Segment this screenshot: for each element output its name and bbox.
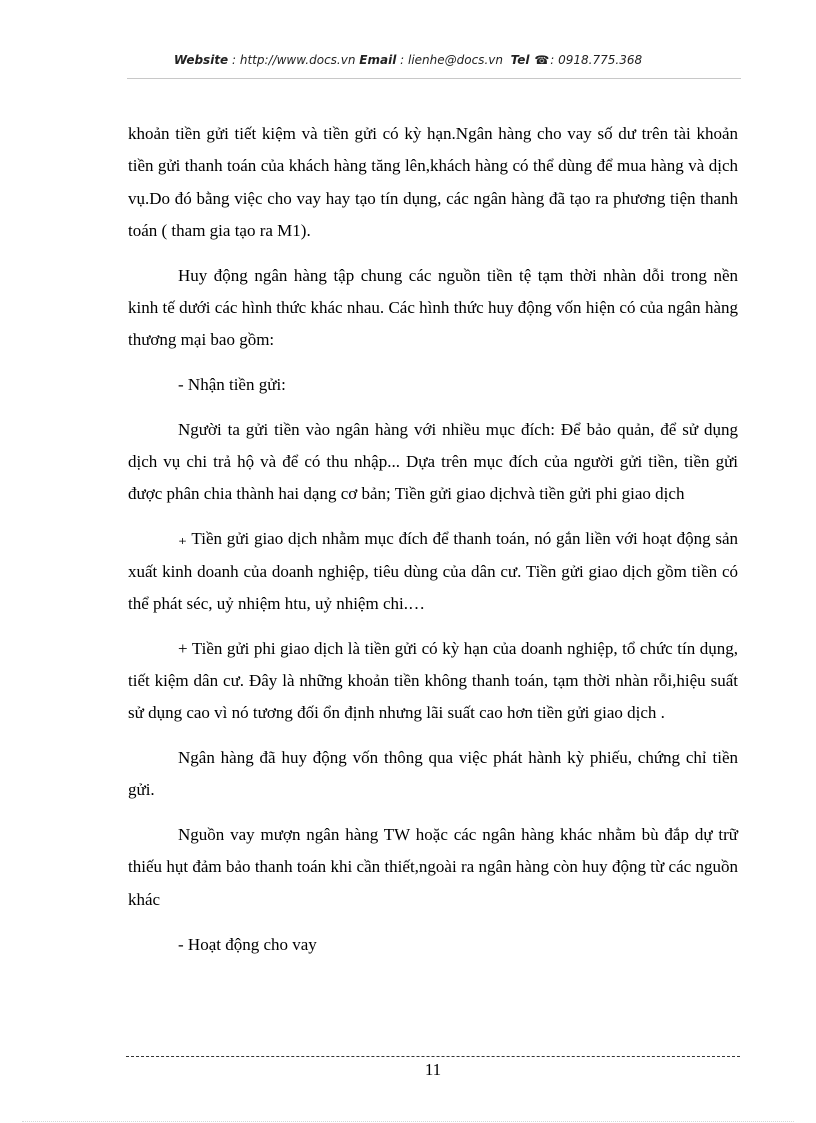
- tel-separator: :: [550, 53, 559, 67]
- paragraph: - Hoạt động cho vay: [178, 934, 317, 954]
- tel-label: Tel: [510, 53, 530, 67]
- paragraph: Nguồn vay mượn ngân hàng TW hoặc các ngân hàng khác nhằm bù đắp dự trữ thiếu hụt đảm bảo thanh toán khi cần thiết,ngoài ra ngân hàng còn huy động từ các nguồn khác: [128, 825, 738, 909]
- page-number: 11: [424, 1060, 442, 1079]
- email-separator: :: [396, 53, 408, 67]
- footer-divider: [126, 1056, 740, 1057]
- paragraph: - Nhận tiền gửi:: [178, 375, 286, 395]
- document-body: [128, 118, 738, 973]
- page-header: [0, 53, 816, 67]
- email-address[interactable]: lienhe@docs.vn: [407, 53, 503, 67]
- paragraph: khoản tiền gửi tiết kiệm và tiền gửi có kỳ hạn.Ngân hàng cho vay số dư trên tài khoản tiền gửi thanh toán của khách hàng tăng lên,khách hàng có thể dùng để mua hàng và dịch vụ.Do đó bằng việc cho vay hay tạo tín dụng, các ngân hàng đã tạo ra phương tiện thanh toán ( tham gia tạo ra M1).: [128, 124, 738, 240]
- paragraph: Người ta gửi tiền vào ngân hàng với nhiều mục đích: Để bảo quản, để sử dụng dịch vụ chi trả hộ và để có thu nhập... Dựa trên mục đích của người gửi tiền, tiền gửi được phân chia thành hai dạng cơ bản; Tiền gửi giao dịchvà tiền gửi phi giao dịch: [128, 419, 738, 504]
- website-url[interactable]: http://www.docs.vn: [239, 53, 356, 67]
- header-divider: [127, 78, 741, 79]
- email-label: Email: [359, 53, 397, 67]
- paragraph: Huy động ngân hàng tập chung các nguồn tiền tệ tạm thời nhàn dỗi trong nền kinh tế dưới các hình thức khác nhau. Các hình thức huy động vốn hiện có của ngân hàng thương mại bao gồm:: [128, 265, 738, 350]
- phone-icon: ☎: [534, 53, 550, 67]
- website-label: Website: [173, 53, 229, 67]
- page-bottom-border: [22, 1121, 794, 1122]
- paragraph: Ngân hàng đã huy động vốn thông qua việc phát hành kỳ phiếu, chứng chỉ tiền gửi.: [128, 748, 738, 800]
- paragraph: + Tiền gửi phi giao dịch là tiền gửi có kỳ hạn của doanh nghiệp, tổ chức tín dụng, tiết kiệm dân cư. Đây là những khoản tiền không thanh toán, tạm thời nhàn rỗi,hiệu suất sử dụng cao vì nó tương đối ổn định nhưng lãi suất cao hơn tiền gửi giao dịch .: [128, 638, 738, 723]
- phone-number: 0918.775.368: [558, 53, 643, 67]
- website-separator: :: [228, 53, 240, 67]
- paragraph: ₊ Tiền gửi giao dịch nhằm mục đích để thanh toán, nó gắn liền với hoạt động sản xuất kinh doanh của doanh nghiệp, tiêu dùng của dân cư. Tiền gửi giao dịch gồm tiền có thể phát séc, uỷ nhiệm htu, uỷ nhiệm chi.…: [128, 529, 738, 613]
